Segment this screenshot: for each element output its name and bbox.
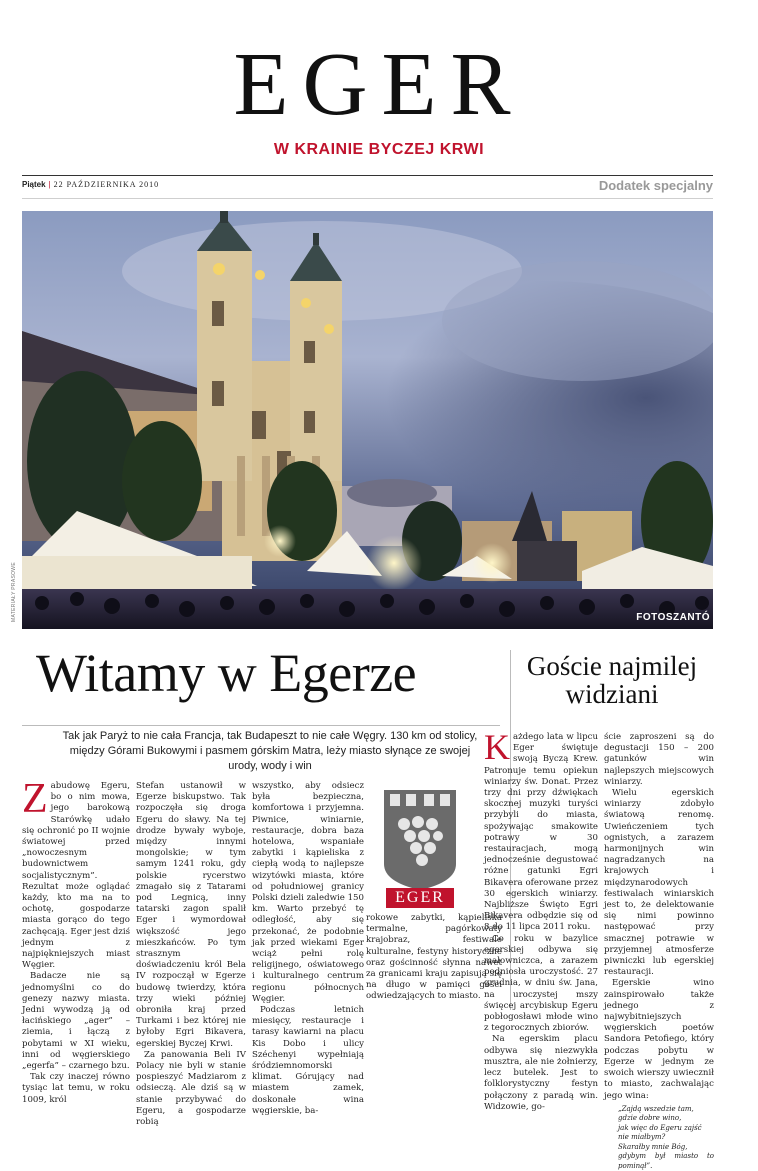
poem-line: gdybym był miasto to pominął”.: [618, 1152, 714, 1170]
side-col1-p1: ażdego lata w lipcu Eger świętuje swoją Byczą Krew. Patronuje temu opiekun winiarzy św. Donat. Przez trzy dni przy dźwiękach skocznej muzyki turyści przybyli do miasta, spożywając smakowite potrawy w 30 restauracjach, mogą jednocześnie degustować różne gatunki Egri Bikavera oferowane przez 30 egerskich winiarzy. Najbliższe Święto Egri Bikavera odbędzie się od 8 do 11 lipca 2011 roku.: [484, 732, 598, 933]
poem-line: gdzie dobre wino,: [618, 1114, 682, 1123]
main-col3b: rokowe zabytki, kąpieliska termalne, pagórkowaty krajobraz, festiwale kulturalne, festyny historyczne oraz gościnność słynna nawet za granicami kraju zapisują się na długo w pamięci gości odwiedzających to miasto.: [366, 913, 502, 1002]
headline-rule: [22, 725, 500, 726]
main-column-1: [22, 776, 130, 1106]
main-col2-p1: Stefan ustanowił w Egerze biskupstwo. Tak rozpoczęła się droga Egeru do sławy. Na tej drodze bywały wyboje, między innymi mongolskie; w tym samym 1241 roku, gdy polskie rycerstwo zmagało się z Tatarami pod Legnicą, inny tatarski zagon spalił Eger i wymordował większość jego mieszkańców. Po tym strasznym doświadczeniu król Bela IV rozpoczął w Egerze budowę twierdzy, która trzy wieki później obroniła kraj przed Turkami i bez której nie byłoby Egri Bikavera, egerskiej Byczej Krwi.: [136, 781, 246, 1049]
side-col2-p3: Egerskie wino zainspirowało także jednego z najwybitniejszych węgierskich poetów Sandora Petofiego, który podczas pobytu w Egerze w jednym ze swoich wierszy uwiecznił to miasto, zachwalając jego wina:: [604, 978, 714, 1101]
main-dropcap: Z: [22, 776, 48, 822]
side-column-2: [604, 732, 714, 1171]
poem-line: „Zajdą wszedzie tam,: [618, 1104, 694, 1113]
side-headline-line2: widziani: [565, 679, 659, 710]
dateline-day: Piątek: [22, 180, 46, 189]
side-col1-p3: Na egerskim placu odbywa się niezwykła musztra, ale nie żołnierzy, lecz butelek. Jest to folklorystyczny festyn połączony z paradą win. Widzowie, go-: [484, 1034, 598, 1112]
masthead-title: EGER: [233, 35, 525, 134]
main-col3-p2: Podczas letnich miesięcy, restauracje i tarasy kawiarni na placu Kis Dobo i ulicy Széchenyi wypełniają śródziemnomorski klimat. Górujący nad miastem zamek, doskonałe wina węgierskie, ba-: [252, 1005, 364, 1116]
side-headline: [512, 652, 712, 709]
side-headline-line1: Goście najmilej: [526, 651, 698, 681]
poem-line: Skarałby mnie Bóg,: [618, 1142, 688, 1151]
section-label: Dodatek specjalny: [598, 178, 713, 193]
main-column-4: [366, 913, 502, 1003]
side-dropcap: K: [484, 727, 510, 767]
dateline-separator: |: [48, 180, 51, 189]
basilica-evening-photo: [22, 211, 713, 629]
lead-photo: [22, 211, 713, 629]
side-col2-p1: ście zaproszeni są do degustacji 150 – 200 gatunków win najlepszych miejscowych winiarzy.: [604, 732, 714, 787]
main-headline: Witamy w Egerze: [36, 643, 417, 703]
main-lead: Tak jak Paryż to nie cała Francja, tak Budapeszt to nie całe Węgry. 130 km od stolicy, między Górami Bukowymi i pasmem górskim Matra, leży miasto słynące ze swojej urody, wody i win: [62, 730, 478, 772]
petofi-poem: [604, 1105, 714, 1171]
top-rule: [22, 175, 713, 176]
side-col1-p2: Co roku w bazylice egerskiej odbywa się małowniczca, a zarazem podniosła uroczystość. 27 grudnia, w dniu św. Jana, na uroczystej mszy święcej arcybiskup Egeru pobłogosławi młode wino z tegorocznych zbiorów.: [484, 933, 598, 1034]
main-col1-p2: Badacze nie są jednomyślni co do genezy nazwy miasta. Jedni wywodzą ją od łacińskiego „ager” – ziemia, i łączą z pobytami w XI wieku, inni od węgierskiego „egerfa” – czarnego bzu.: [22, 971, 130, 1072]
poem-line: nie miałbym?: [618, 1133, 666, 1142]
main-col2-p2: Za panowania Beli IV Polacy nie byli w stanie pospieszyć Madziarom z odsieczą. Ale dziś są w stanie przybywać do Egeru, a gospodarze robią: [136, 1049, 246, 1128]
eger-logo-text: EGER: [395, 889, 445, 906]
main-col1-p3: Tak czy inaczej równo tysiąc lat temu, w roku 1009, król: [22, 1072, 130, 1105]
masthead-subtitle: W KRAINIE BYCZEJ KRWI: [273, 141, 485, 158]
eger-logo: [376, 782, 464, 910]
side-col2-p2: Wielu egerskich winiarzy zdobyło światową renomę. Uwieńczeniem tych ognistych, a zarazem harmonijnych win nagradzanych na krajowych i międzynarodowych festiwalach winiarskich jest to, że delektowanie się nimi powinno następować przy smacznej potrawie w przyjemnej atmosferze piwniczki lub egerskiej restauracji.: [604, 788, 714, 978]
poem-line: jak więc do Egeru zajść: [618, 1123, 702, 1132]
header-rule: [22, 198, 713, 199]
main-col1-p1: abudowę Egeru, bo o nim mowa, jego barokową Starówkę udało się ochronić po II wojnie światowej przed „nowoczesnym budownictwem socjalistycznym”. Rezultat może oglądać każdy, kto ma na to ochotę, gospodarze miasta gorąco do tego zachęcają. Eger jest dziś jednym z najpiękniejszych miast Węgier.: [22, 781, 130, 971]
main-column-2: [136, 781, 246, 1128]
dateline-date: 22 PAŹDZIERNIKA 2010: [53, 180, 160, 189]
side-column-1: [484, 727, 598, 1113]
dateline: [22, 180, 159, 189]
main-col3-p1: wszystko, aby odsiecz była bezpieczna, komfortowa i przyjemna. Piwnice, winiarnie, restauracje, dobra baza hotelowa, wspaniałe zabytki i kąpieliska z ciepłą wodą to najlepsze wizytówki miasta, które od południowej granicy Polski dzieli zaledwie 150 km. Warto przebyć tę odległość, aby się przekonać, że podobnie jak przed wiekami Eger wciąż pełni rolę religijnego, oświatowego i kulturalnego centrum regionu północnych Węgier.: [252, 781, 364, 1004]
photo-credit: FOTOSZANTÓ: [636, 612, 710, 623]
photo-side-credit: MATERIAŁY PRASOWE: [10, 562, 17, 622]
main-column-3: [252, 781, 364, 1117]
